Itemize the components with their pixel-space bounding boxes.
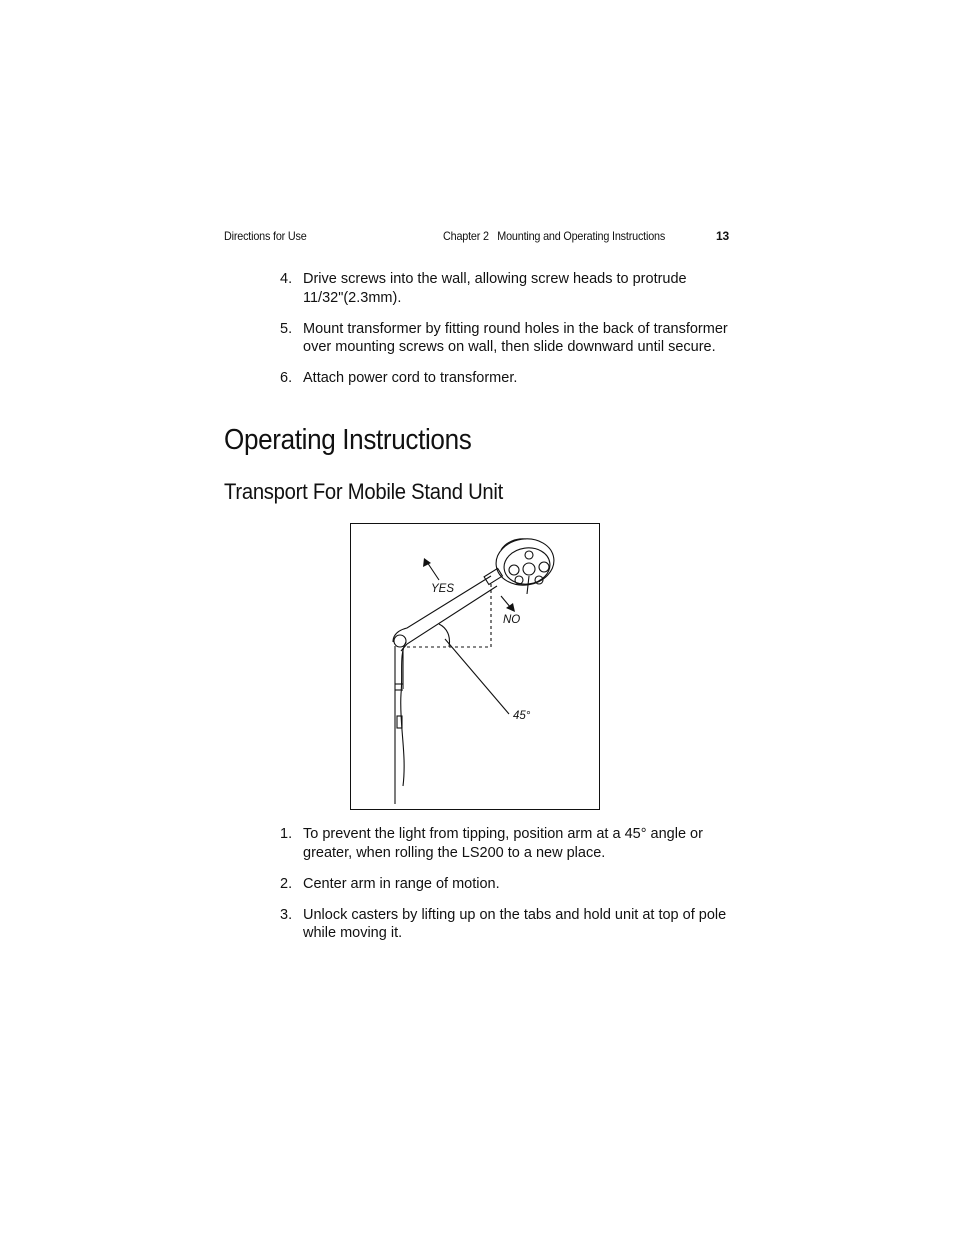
step-text: Drive screws into the wall, allowing screw heads to protrude 11/32"(2.3mm).: [303, 271, 687, 306]
yes-label: YES: [431, 583, 455, 595]
step-number: 2.: [280, 875, 293, 892]
subsection-heading: Transport For Mobile Stand Unit: [224, 479, 503, 504]
step-text: Mount transformer by fitting round holes in the back of transformer over mounting screws on wall, then slide downward until secure.: [303, 320, 728, 355]
list-item: [280, 369, 730, 388]
lamp-head: [493, 535, 557, 589]
arm-bottom-edge: [401, 586, 497, 651]
list-item: [280, 906, 730, 943]
yes-arrow: [427, 562, 439, 580]
step-number: 6.: [280, 370, 293, 386]
angle-leader: [445, 639, 509, 714]
steps-list-bottom: [280, 825, 730, 955]
page-number: 13: [716, 229, 729, 243]
lamp-illustration: [351, 524, 601, 811]
list-item: [280, 875, 730, 894]
step-number: 1.: [280, 826, 293, 842]
step-text: Attach power cord to transformer.: [303, 370, 518, 386]
angle-arc: [439, 624, 450, 647]
list-item: [280, 825, 730, 862]
list-item: [280, 320, 730, 357]
lamp-hinge: [484, 568, 502, 584]
no-label: NO: [503, 614, 521, 626]
steps-list-top: [280, 270, 730, 400]
running-header-chapter: Chapter 2 Mounting and Operating Instructions: [443, 229, 666, 243]
step-text: To prevent the light from tipping, position arm at a 45° angle or greater, when rolling the LS200 to a new place.: [303, 826, 703, 861]
step-number: 5.: [280, 320, 293, 337]
running-header-left: Directions for Use: [224, 229, 307, 243]
list-item: [280, 270, 730, 307]
step-number: 4.: [280, 271, 293, 287]
step-text: Center arm in range of motion.: [303, 875, 500, 892]
angle-label: 45°: [513, 710, 531, 722]
step-number: 3.: [280, 906, 293, 923]
elbow-joint: [394, 635, 406, 647]
mobile-stand-figure: [350, 523, 600, 810]
step-text: Unlock casters by lifting up on the tabs and hold unit at top of pole while moving it.: [303, 906, 727, 941]
section-heading: Operating Instructions: [224, 424, 472, 456]
